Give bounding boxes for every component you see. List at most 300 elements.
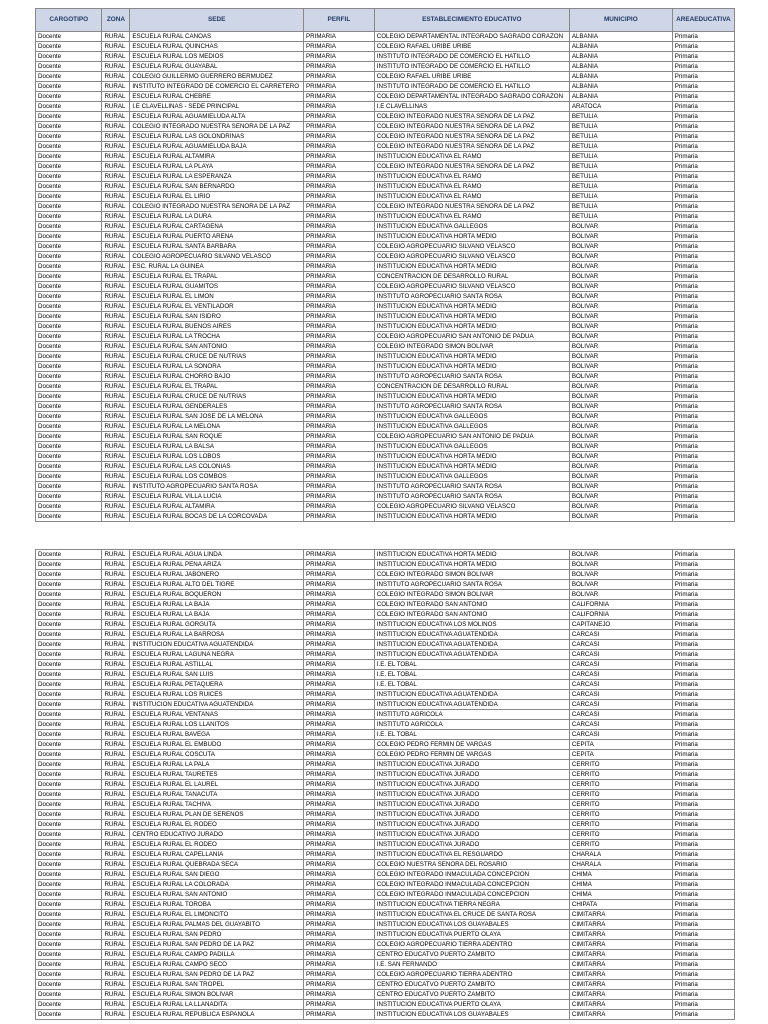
table-cell: INSTITUCION EDUCATIVA JURADO [374, 760, 569, 770]
table-cell: Primaria [672, 212, 734, 222]
table-cell: Primaria [672, 970, 734, 980]
table-cell: RURAL [102, 242, 130, 252]
table-cell: ESCUELA RURAL LA DURA [130, 212, 304, 222]
table-cell: Docente [36, 720, 102, 730]
table-cell: I.E. SAN FERNANDO [374, 960, 569, 970]
table-cell: Docente [36, 580, 102, 590]
table-cell: PRIMARIA [304, 332, 375, 342]
table-cell: INSTITUTO AGROPECUARIO SANTA ROSA [374, 492, 569, 502]
table-cell: BOLIVAR [569, 512, 672, 522]
table-cell: RURAL [102, 192, 130, 202]
table-cell: Docente [36, 102, 102, 112]
table-cell: RURAL [102, 312, 130, 322]
table-cell: RURAL [102, 462, 130, 472]
table-row [36, 472, 735, 482]
table-cell: COLEGIO AGROPECUARIO SAN ANTONIO DE PADUA [374, 432, 569, 442]
table-cell: RURAL [102, 132, 130, 142]
table-cell: COLEGIO AGROPECUARIO SILVANO VELASCO [374, 502, 569, 512]
table-row [36, 1010, 735, 1020]
table-cell: COLEGIO AGROPECUARIO SILVANO VELASCO [374, 252, 569, 262]
table-cell: ESCUELA RURAL AGUAMIELUDA ALTA [130, 112, 304, 122]
table-cell: Primaria [672, 432, 734, 442]
table-cell: CARCASI [569, 650, 672, 660]
table-cell: Docente [36, 600, 102, 610]
table-cell: ESCUELA RURAL CANOAS [130, 32, 304, 42]
table-cell: ALBANIA [569, 52, 672, 62]
table-cell: Docente [36, 272, 102, 282]
table-cell: Primaria [672, 770, 734, 780]
table-cell: ESCUELA RURAL CRUCE DE NUTRIAS [130, 352, 304, 362]
table-cell: COLEGIO PEDRO FERMIN DE VARGAS [374, 740, 569, 750]
table-cell: Primaria [672, 880, 734, 890]
table-cell: I.E. EL TOBAL [374, 680, 569, 690]
table-cell: INSTITUCION EDUCATIVA AGUATENDIDA [374, 630, 569, 640]
table-cell: INSTITUCION EDUCATIVA EL RAMO [374, 192, 569, 202]
table-cell: Primaria [672, 132, 734, 142]
table-cell: PRIMARIA [304, 112, 375, 122]
table-cell: RURAL [102, 352, 130, 362]
table-cell: BOLIVAR [569, 352, 672, 362]
table-cell: Docente [36, 342, 102, 352]
table-cell: Primaria [672, 680, 734, 690]
table-cell: RURAL [102, 870, 130, 880]
table-cell: Primaria [672, 82, 734, 92]
table-cell: Docente [36, 182, 102, 192]
table-cell: ESCUELA RURAL CAMPO SECO [130, 960, 304, 970]
table-cell: INSTITUTO AGRICOLA [374, 720, 569, 730]
table-cell: CARCASI [569, 680, 672, 690]
table-cell: PRIMARIA [304, 580, 375, 590]
table-cell: BOLIVAR [569, 312, 672, 322]
table-cell: Primaria [672, 890, 734, 900]
table-cell: Primaria [672, 900, 734, 910]
table-cell: RURAL [102, 212, 130, 222]
table-cell: COLEGIO RAFAEL URIBE URIBE [374, 72, 569, 82]
table-cell: INSTITUCION EDUCATIVA GALLEGOS [374, 222, 569, 232]
table-cell: Docente [36, 780, 102, 790]
table-cell: Primaria [672, 620, 734, 630]
table-cell: Primaria [672, 850, 734, 860]
table-cell: PRIMARIA [304, 600, 375, 610]
table-cell: Primaria [672, 760, 734, 770]
table-cell: ESCUELA RURAL GORGUTA [130, 620, 304, 630]
table-cell: PRIMARIA [304, 402, 375, 412]
table-cell: PRIMARIA [304, 830, 375, 840]
table-cell: INSTITUCION EDUCATIVA PUERTO OLAYA [374, 1000, 569, 1010]
table-cell: RURAL [102, 560, 130, 570]
table-row [36, 850, 735, 860]
table-cell: BOLIVAR [569, 412, 672, 422]
table-cell: RURAL [102, 730, 130, 740]
table-cell: COLEGIO INTEGRADO NUESTRA SENORA DE LA PAZ [374, 202, 569, 212]
table-cell: COLEGIO INTEGRADO SIMON BOLIVAR [374, 590, 569, 600]
table-cell: ESCUELA RURAL LAS COLONIAS [130, 462, 304, 472]
table-cell: Docente [36, 332, 102, 342]
table-cell: INSTITUCION EDUCATIVA GALLEGOS [374, 442, 569, 452]
table-cell: CENTRO EDUCATVO PUERTO ZAMBITO [374, 990, 569, 1000]
table-cell: CHARALA [569, 860, 672, 870]
table-cell: Primaria [672, 980, 734, 990]
table-cell: PRIMARIA [304, 550, 375, 560]
table-cell: RURAL [102, 750, 130, 760]
table-cell: PRIMARIA [304, 52, 375, 62]
table-row [36, 620, 735, 630]
table-cell: COLEGIO PEDRO FERMIN DE VARGAS [374, 750, 569, 760]
table-cell: ESCUELA RURAL EL LAUREL [130, 780, 304, 790]
table-row [36, 880, 735, 890]
table-row [36, 820, 735, 830]
table-cell: ESCUELA RURAL SIMON BOLIVAR [130, 990, 304, 1000]
table-cell: PRIMARIA [304, 700, 375, 710]
table-cell: Primaria [672, 482, 734, 492]
table-cell: RURAL [102, 412, 130, 422]
table-cell: ESCUELA RURAL TAURETES [130, 770, 304, 780]
table-cell: Primaria [672, 512, 734, 522]
table-cell: CARCASI [569, 640, 672, 650]
table-cell: RURAL [102, 442, 130, 452]
table-cell: Docente [36, 322, 102, 332]
table-cell: RURAL [102, 202, 130, 212]
table-row [36, 152, 735, 162]
table-cell: ESCUELA RURAL LAS GOLONDRINAS [130, 132, 304, 142]
table-cell: Docente [36, 162, 102, 172]
table-cell: Docente [36, 590, 102, 600]
table-cell: BETULIA [569, 182, 672, 192]
table-cell: ESCUELA RURAL LA TROCHA [130, 332, 304, 342]
table-row [36, 252, 735, 262]
table-cell: PRIMARIA [304, 342, 375, 352]
table-cell: Primaria [672, 660, 734, 670]
table-cell: RURAL [102, 382, 130, 392]
records-table-bottom [35, 549, 735, 1020]
table-cell: CENTRO EDUCATVO PUERTO ZAMBITO [374, 980, 569, 990]
table-cell: PRIMARIA [304, 502, 375, 512]
table-cell: INSTITUCION EDUCATIVA JURADO [374, 840, 569, 850]
table-cell: COLEGIO AGROPECUARIO SILVANO VELASCO [130, 252, 304, 262]
table-cell: INSTITUTO INTEGRADO DE COMERCIO EL HATILLO [374, 62, 569, 72]
table-cell: ESCUELA RURAL LA ESPERANZA [130, 172, 304, 182]
table-cell: RURAL [102, 322, 130, 332]
table-row [36, 570, 735, 580]
table-cell: RURAL [102, 492, 130, 502]
table-cell: Docente [36, 560, 102, 570]
table-cell: RURAL [102, 472, 130, 482]
table-cell: CARCASI [569, 670, 672, 680]
table-cell: Primaria [672, 492, 734, 502]
table-cell: RURAL [102, 670, 130, 680]
table-cell: Primaria [672, 122, 734, 132]
table-cell: PRIMARIA [304, 292, 375, 302]
table-cell: RURAL [102, 342, 130, 352]
table-row [36, 242, 735, 252]
table-cell: CARCASI [569, 730, 672, 740]
table-cell: RURAL [102, 760, 130, 770]
table-cell: Docente [36, 770, 102, 780]
table-cell: RURAL [102, 272, 130, 282]
table-cell: INSTITUCION EDUCATIVA JURADO [374, 830, 569, 840]
table-cell: Primaria [672, 322, 734, 332]
table-cell: Primaria [672, 870, 734, 880]
table-cell: Docente [36, 312, 102, 322]
table-row [36, 900, 735, 910]
table-cell: Primaria [672, 700, 734, 710]
table-cell: BOLIVAR [569, 560, 672, 570]
table-cell: Docente [36, 740, 102, 750]
table-cell: INSTITUCION EDUCATIVA JURADO [374, 810, 569, 820]
table-cell: Docente [36, 630, 102, 640]
table-cell: RURAL [102, 920, 130, 930]
table-cell: Docente [36, 362, 102, 372]
table-cell: Docente [36, 172, 102, 182]
table-cell: PRIMARIA [304, 452, 375, 462]
table-cell: Docente [36, 82, 102, 92]
table-cell: RURAL [102, 650, 130, 660]
table-row [36, 670, 735, 680]
table-cell: RURAL [102, 900, 130, 910]
table-row [36, 412, 735, 422]
table-row [36, 92, 735, 102]
table-cell: COLEGIO INTEGRADO SAN ANTONIO [374, 600, 569, 610]
table-cell: PRIMARIA [304, 900, 375, 910]
table-cell: CARCASI [569, 710, 672, 720]
table-row [36, 372, 735, 382]
table-cell: COLEGIO INTEGRADO SIMON BOLIVAR [374, 342, 569, 352]
table-cell: INSTITUTO INTEGRADO DE COMERCIO EL HATILLO [374, 82, 569, 92]
table-cell: Primaria [672, 392, 734, 402]
table-cell: PRIMARIA [304, 610, 375, 620]
table-cell: INSTITUTO AGRICOLA [374, 710, 569, 720]
table-row [36, 790, 735, 800]
table-cell: Primaria [672, 472, 734, 482]
table-cell: BETULIA [569, 152, 672, 162]
table-row [36, 940, 735, 950]
table-cell: Docente [36, 452, 102, 462]
table-cell: ESCUELA RURAL SAN ANTONIO [130, 890, 304, 900]
table-cell: Primaria [672, 142, 734, 152]
table-cell: BOLIVAR [569, 252, 672, 262]
table-cell: Docente [36, 970, 102, 980]
table-row [36, 312, 735, 322]
table-cell: COLEGIO INTEGRADO NUESTRA SENORA DE LA PAZ [130, 202, 304, 212]
table-cell: CIMITARRA [569, 990, 672, 1000]
table-cell: Docente [36, 142, 102, 152]
table-cell: Primaria [672, 940, 734, 950]
table-cell: I.E. EL TOBAL [374, 730, 569, 740]
table-cell: BETULIA [569, 202, 672, 212]
table-cell: INSTITUTO AGROPECUARIO SANTA ROSA [374, 580, 569, 590]
table-row [36, 890, 735, 900]
table-cell: INSTITUCION EDUCATIVA HORTA MEDIO [374, 322, 569, 332]
table-cell: ESCUELA RURAL EL VENTILADOR [130, 302, 304, 312]
table-cell: PRIMARIA [304, 202, 375, 212]
table-cell: CARCASI [569, 690, 672, 700]
table-cell: COLEGIO INTEGRADO NUESTRA SENORA DE LA PAZ [374, 112, 569, 122]
table-cell: Primaria [672, 92, 734, 102]
table-cell: BOLIVAR [569, 232, 672, 242]
table-cell: Primaria [672, 590, 734, 600]
table-row [36, 680, 735, 690]
table-cell: Docente [36, 730, 102, 740]
table-cell: RURAL [102, 102, 130, 112]
table-cell: Primaria [672, 302, 734, 312]
table-cell: COLEGIO INTEGRADO INMACULADA CONCEPCION [374, 890, 569, 900]
table-cell: INSTITUCION EDUCATIVA HORTA MEDIO [374, 302, 569, 312]
table-cell: RURAL [102, 72, 130, 82]
table-cell: RURAL [102, 52, 130, 62]
table-cell: Docente [36, 32, 102, 42]
table-cell: PRIMARIA [304, 32, 375, 42]
table-cell: RURAL [102, 282, 130, 292]
table-cell: Primaria [672, 462, 734, 472]
table-cell: INSTITUCION EDUCATIVA JURADO [374, 770, 569, 780]
table-cell: RURAL [102, 362, 130, 372]
table-cell: BOLIVAR [569, 580, 672, 590]
table-cell: Primaria [672, 272, 734, 282]
table-cell: RURAL [102, 630, 130, 640]
table-cell: RURAL [102, 452, 130, 462]
table-row [36, 382, 735, 392]
table-cell: CARCASI [569, 660, 672, 670]
table-cell: Docente [36, 92, 102, 102]
table-cell: RURAL [102, 810, 130, 820]
table-row [36, 292, 735, 302]
table-cell: PRIMARIA [304, 950, 375, 960]
table-cell: BOLIVAR [569, 482, 672, 492]
table-cell: ESCUELA RURAL SAN ANTONIO [130, 342, 304, 352]
table-cell: PRIMARIA [304, 650, 375, 660]
table-cell: ALBANIA [569, 42, 672, 52]
table-cell: INSTITUCION EDUCATIVA AGUATENDIDA [374, 700, 569, 710]
table-cell: PRIMARIA [304, 960, 375, 970]
table-cell: Docente [36, 212, 102, 222]
table-cell: Docente [36, 940, 102, 950]
table-cell: BOLIVAR [569, 590, 672, 600]
table-cell: ESCUELA RURAL SAN LUIS [130, 670, 304, 680]
table-row [36, 482, 735, 492]
table-cell: CIMITARRA [569, 960, 672, 970]
header-row [36, 9, 735, 32]
table-cell: ESCUELA RURAL BUENOS AIRES [130, 322, 304, 332]
table-cell: BETULIA [569, 142, 672, 152]
table-cell: INSTITUTO AGROPECUARIO SANTA ROSA [374, 372, 569, 382]
table-cell: RURAL [102, 32, 130, 42]
table-row [36, 52, 735, 62]
table-cell: ESCUELA RURAL CRUCE DE NUTRIAS [130, 392, 304, 402]
table-cell: I.E CLAVELLINAS - SEDE PRINCIPAL [130, 102, 304, 112]
table-cell: Primaria [672, 332, 734, 342]
table-cell: ESCUELA RURAL GUAMITOS [130, 282, 304, 292]
table-cell: BOLIVAR [569, 382, 672, 392]
table-cell: Docente [36, 670, 102, 680]
table-cell: RURAL [102, 880, 130, 890]
table-cell: PRIMARIA [304, 152, 375, 162]
table-cell: CERRITO [569, 760, 672, 770]
table-cell: RURAL [102, 990, 130, 1000]
table-cell: PRIMARIA [304, 880, 375, 890]
table-cell: Docente [36, 640, 102, 650]
table-cell: Docente [36, 550, 102, 560]
table-cell: ESCUELA RURAL CHORRO BAJO [130, 372, 304, 382]
table-cell: RURAL [102, 600, 130, 610]
table-cell: CIMITARRA [569, 910, 672, 920]
table-cell: PRIMARIA [304, 362, 375, 372]
table-cell: PRIMARIA [304, 640, 375, 650]
table-cell: BOLIVAR [569, 452, 672, 462]
table-row [36, 640, 735, 650]
table-cell: COLEGIO INTEGRADO SAN ANTONIO [374, 610, 569, 620]
table-cell: PRIMARIA [304, 382, 375, 392]
table-cell: Docente [36, 132, 102, 142]
table-row [36, 710, 735, 720]
table-cell: ESCUELA RURAL LA SONORA [130, 362, 304, 372]
table-cell: CHARALA [569, 850, 672, 860]
table-row [36, 730, 735, 740]
table-cell: ESCUELA RURAL ALTAMIRA [130, 502, 304, 512]
table-cell: Docente [36, 620, 102, 630]
table-cell: ESCUELA RURAL CAMPO PADILLA [130, 950, 304, 960]
table-row [36, 112, 735, 122]
table-cell: Docente [36, 1010, 102, 1020]
table-cell: RURAL [102, 930, 130, 940]
table-cell: PRIMARIA [304, 590, 375, 600]
table-cell: PRIMARIA [304, 422, 375, 432]
table-cell: PRIMARIA [304, 232, 375, 242]
table-cell: ALBANIA [569, 72, 672, 82]
table-cell: RURAL [102, 550, 130, 560]
table-cell: BOLIVAR [569, 372, 672, 382]
table-row [36, 172, 735, 182]
table-cell: Docente [36, 950, 102, 960]
table-row [36, 990, 735, 1000]
table-cell: RURAL [102, 252, 130, 262]
table-cell: RURAL [102, 262, 130, 272]
table-cell: PRIMARIA [304, 680, 375, 690]
table-cell: ESCUELA RURAL PALMAS DEL GUAYABITO [130, 920, 304, 930]
table-row [36, 920, 735, 930]
table-cell: BOLIVAR [569, 570, 672, 580]
table-cell: I.E. EL TOBAL [374, 670, 569, 680]
table-cell: RURAL [102, 720, 130, 730]
table-cell: COLEGIO INTEGRADO NUESTRA SENORA DE LA PAZ [374, 142, 569, 152]
table-cell: ESCUELA RURAL TACHIVA [130, 800, 304, 810]
table-cell: ESCUELA RURAL LAGUNA NEGRA [130, 650, 304, 660]
table-row [36, 1000, 735, 1010]
table-row [36, 690, 735, 700]
table-cell: ESCUELA RURAL EL RODEO [130, 840, 304, 850]
table-row [36, 720, 735, 730]
table-cell: Primaria [672, 412, 734, 422]
table-cell: BOLIVAR [569, 242, 672, 252]
table-cell: PRIMARIA [304, 282, 375, 292]
table-cell: RURAL [102, 860, 130, 870]
table-cell: BOLIVAR [569, 292, 672, 302]
table-cell: Primaria [672, 452, 734, 462]
table-row [36, 590, 735, 600]
table-cell: Docente [36, 192, 102, 202]
table-row [36, 422, 735, 432]
table-cell: PRIMARIA [304, 930, 375, 940]
table-row [36, 830, 735, 840]
table-cell: RURAL [102, 770, 130, 780]
table-cell: COLEGIO INTEGRADO INMACULADA CONCEPCION [374, 880, 569, 890]
table-cell: ESCUELA RURAL LA BAJA [130, 610, 304, 620]
table-cell: RURAL [102, 840, 130, 850]
table-cell: INSTITUCION EDUCATIVA TIERRA NEGRA [374, 900, 569, 910]
records-table-top [35, 8, 735, 522]
table-cell: BOLIVAR [569, 322, 672, 332]
table-cell: PRIMARIA [304, 800, 375, 810]
table-cell: ESCUELA RURAL TOROBA [130, 900, 304, 910]
